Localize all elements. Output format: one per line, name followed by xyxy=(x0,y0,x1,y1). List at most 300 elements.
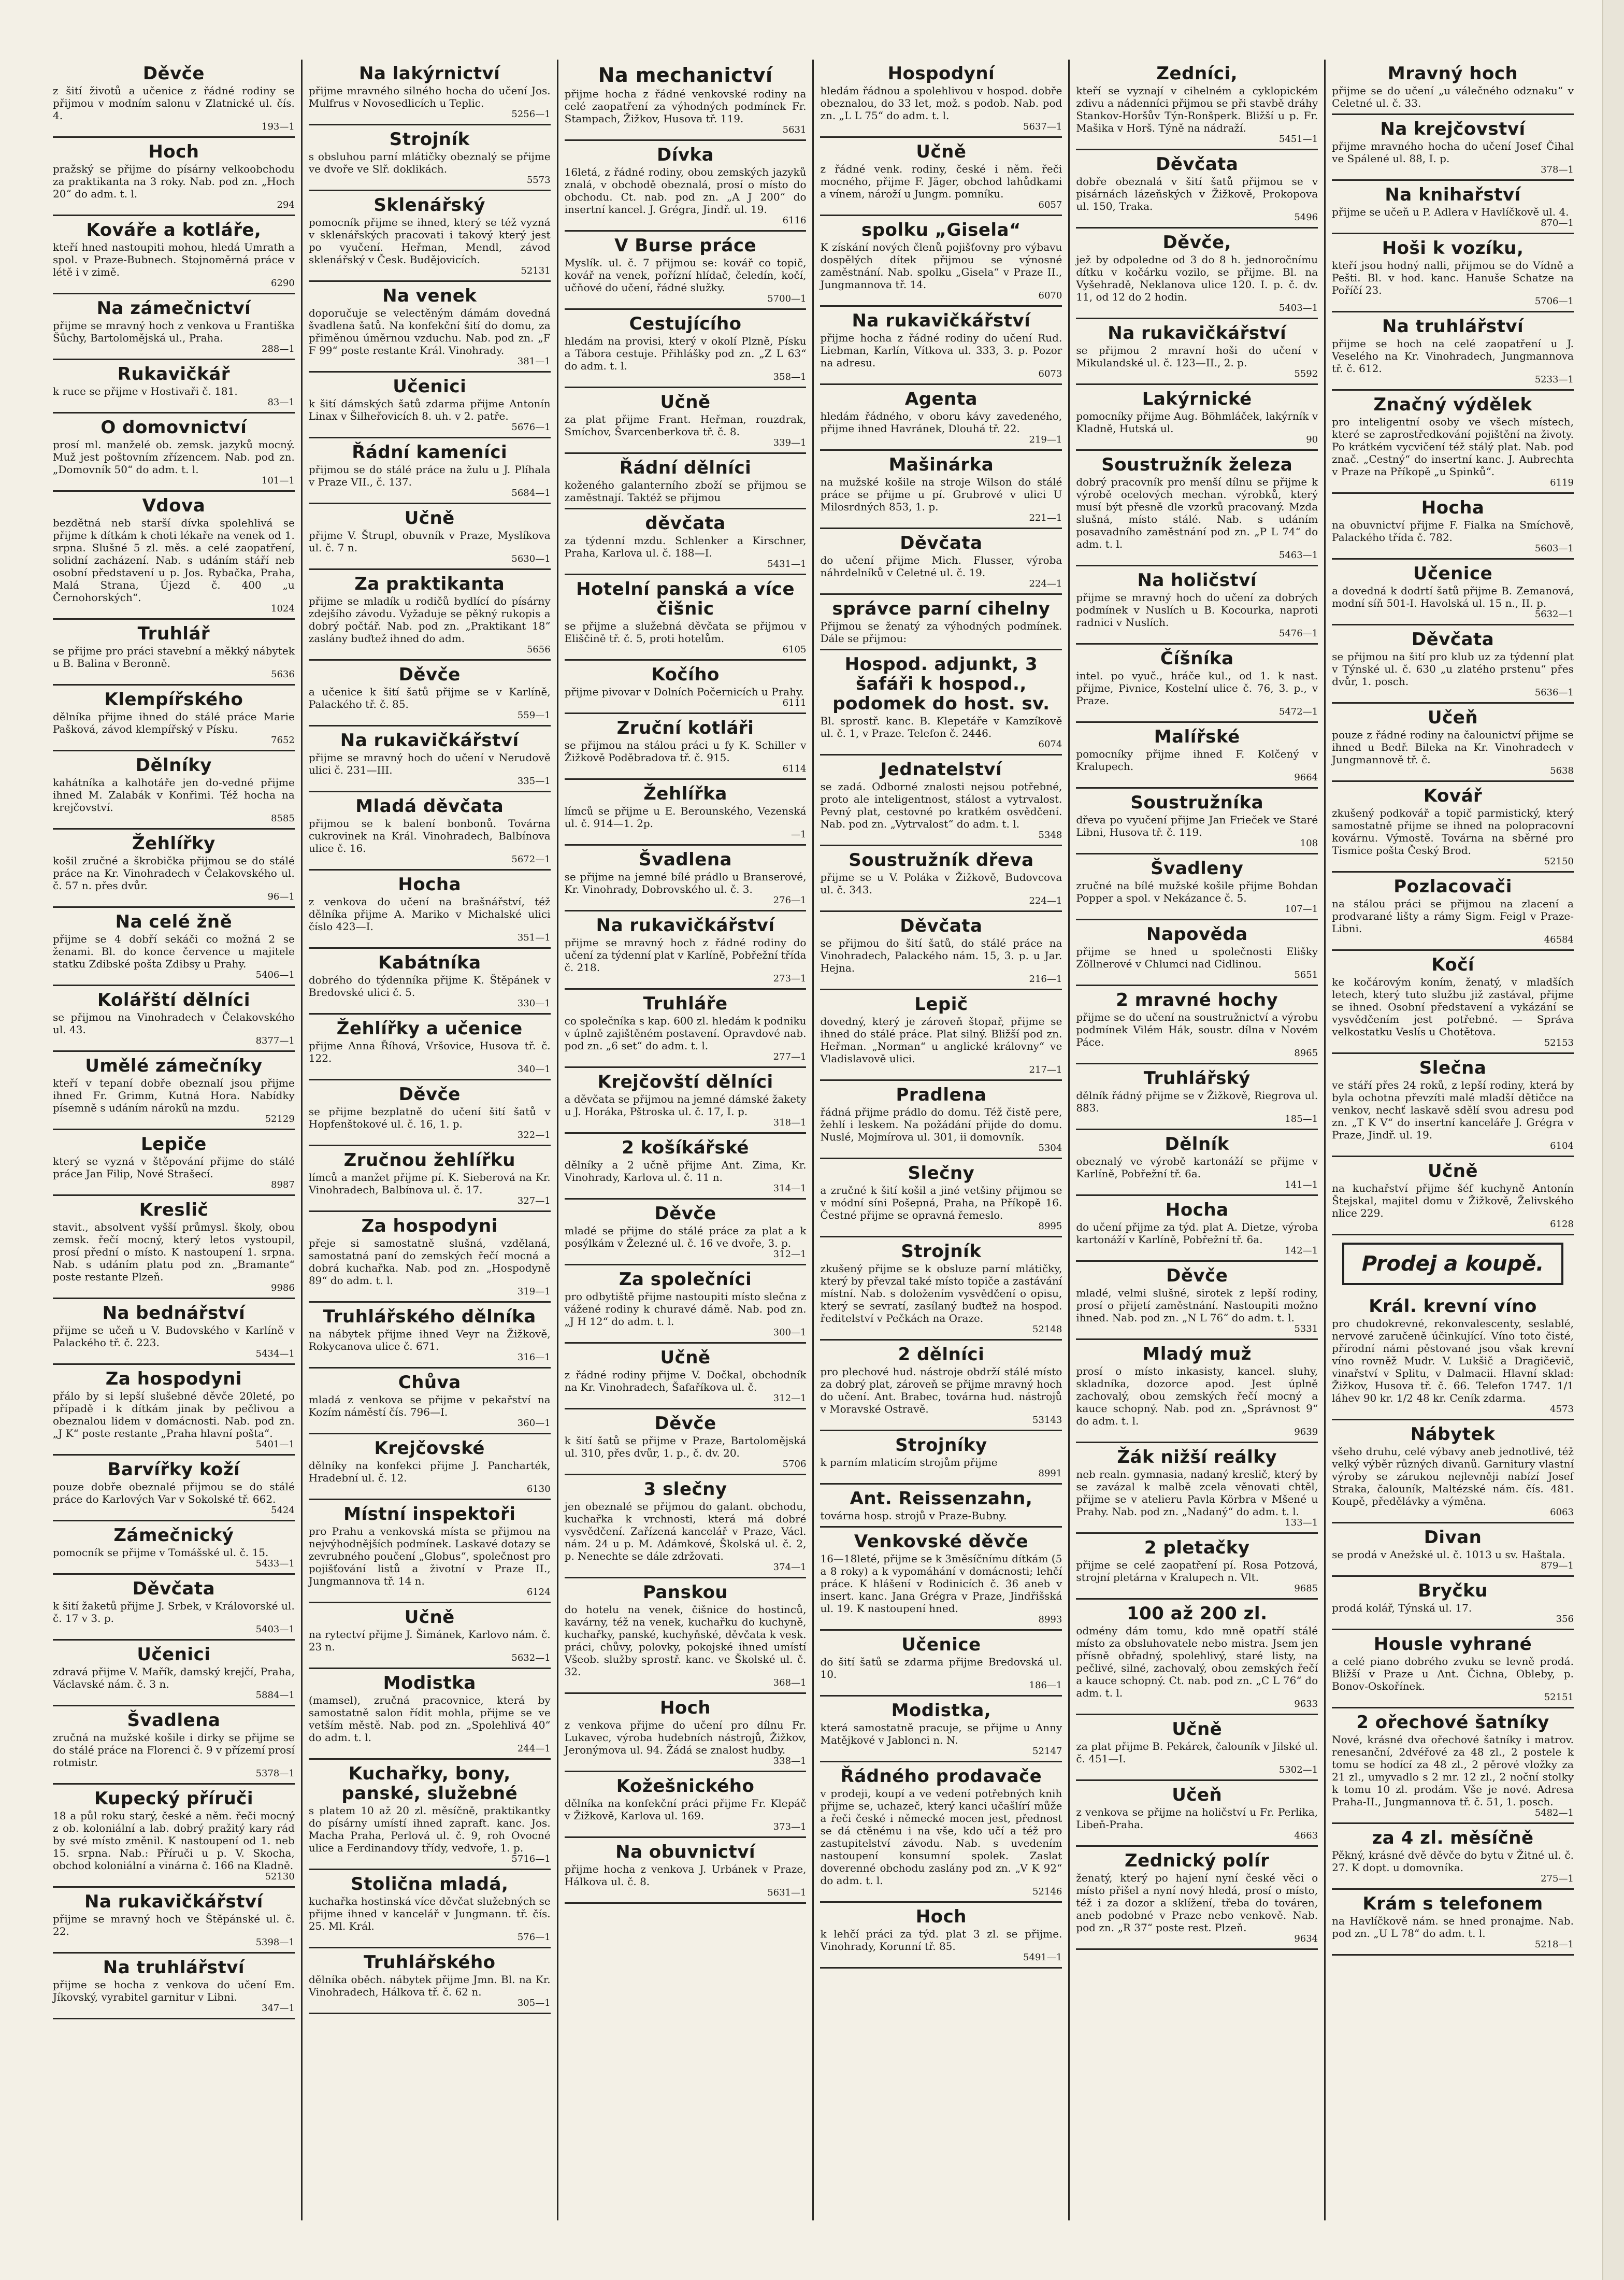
classified-ad xyxy=(1332,1054,1574,1157)
ad-body: prosí o místo inkasisty, kancel. sluhy, skladníka, dozorce apod. Jest úplně zachovalý, obou zemských řečí mocný a kauce schopný. Nab. pod zn. „Správnost 9“ do adm. t. l. xyxy=(1076,1365,1318,1427)
ad-number: 5603—1 xyxy=(1534,543,1574,554)
classified-ad xyxy=(309,1669,551,1760)
ad-heading: Žehlířka xyxy=(643,783,727,804)
ad-body: přijmou se k balení bonbonů. Továrna cukrovinek na Král. Vinohradech, Balbínova ulice č. 16. xyxy=(308,817,551,854)
classified-ad xyxy=(1332,391,1574,494)
ad-number: 5706—1 xyxy=(1534,296,1574,307)
classified-ad xyxy=(309,1369,551,1434)
ad-heading: Za hospodyni xyxy=(361,1216,498,1236)
ad-heading: Za společníci xyxy=(619,1269,752,1290)
ad-body: mladé, velmi slušné, sirotek z lepší rodiny, prosí o přijetí zaměstnání. Nastoupiti možno ihned. Nab. pod zn. „N L 76“ do adm. t. l. xyxy=(1076,1287,1318,1324)
ad-heading: Učně xyxy=(1428,1161,1478,1181)
classified-ad xyxy=(309,792,551,871)
ad-heading: Děvče xyxy=(398,1084,461,1105)
ad-body: do hotelu na venek, čišnice do hostinců, kavárny, též na venek, kuchařku do kuchyně, kuchařky, panské, kuchyňské, děvčata k vesk. práci, chůvy, polovky, pokojské ihned umístí Všeob. služby sprostř. kanc. ve Školské ul. č. 32. xyxy=(564,1603,807,1678)
ad-body: za plat přijme Frant. Heřman, rouzdrak, Smíchov, Švarcenberkova tř. č. 8. xyxy=(564,413,807,438)
ad-heading: Hocha xyxy=(398,874,462,895)
ad-heading: Učně xyxy=(404,1607,455,1628)
ad-heading: Slečna xyxy=(1419,1058,1487,1078)
ad-number: 4573 xyxy=(1550,1404,1574,1415)
ad-heading: Na truhlářství xyxy=(1382,316,1524,337)
ad-number: 273—1 xyxy=(773,973,807,984)
ad-body: ve stáří přes 24 roků, z lepší rodiny, která by byla ochotna převzíti malé mladší dětičce na venkov, nechť laskavě sdělí svou adresu pod zn. „T K V“ do insertní kanceláře J. Grégra v Praze, Jindř. ul. 19. xyxy=(1332,1079,1574,1141)
ad-number: 338—1 xyxy=(773,1756,807,1766)
ad-number: 9685 xyxy=(1294,1583,1318,1594)
ad-number: 5676—1 xyxy=(511,422,551,433)
ad-body: přijme se celé zaopatření pí. Rosa Potzová, strojní pletárna v Kralupech n. Vlt. xyxy=(1076,1559,1318,1584)
ad-heading: Děvčata xyxy=(132,1578,215,1599)
ad-body: k lehčí práci za týd. plat 3 zl. se přijme. Vinohrady, Korunní tř. 85. xyxy=(820,1928,1062,1953)
ad-number: 5463—1 xyxy=(1278,550,1318,561)
classified-ad xyxy=(309,871,551,949)
ad-body: k parním mlaticím strojům přijme xyxy=(820,1456,998,1469)
classified-ad xyxy=(1076,566,1318,645)
ad-number: 5348 xyxy=(1038,830,1062,840)
classified-ad xyxy=(309,191,551,282)
ad-heading: Kabátníka xyxy=(378,952,481,973)
classified-ad xyxy=(820,307,1062,385)
ad-heading: Hospodyní xyxy=(887,63,995,84)
ad-body: dobře obeznalá v šití šatů přijmou se v pisárnách lázeňských v Žižkově, Prokopova ul. 150, Traka. xyxy=(1076,175,1318,212)
ad-number: 5637—1 xyxy=(1023,121,1062,132)
ad-number: 217—1 xyxy=(1029,1064,1062,1075)
column-5 xyxy=(1070,60,1326,2220)
ad-heading: Venkovské děvče xyxy=(854,1531,1028,1552)
classified-ad xyxy=(1076,1196,1318,1262)
ad-heading: Housle vyhrané xyxy=(1373,1634,1532,1655)
ad-body: a zručné k šití košil a jiné vetšiny přijmou se v módní síni Pošepná, Praha, na Příkopě 16. Čestné přijme se opravná řemeslo. xyxy=(820,1184,1062,1221)
ad-number: 316—1 xyxy=(517,1352,551,1363)
classified-ad xyxy=(53,1196,295,1299)
ad-body: a děvčata se přijmou na jemné dámské žakety u J. Horáka, Pštroska ul. č. 17, I. p. xyxy=(564,1093,807,1118)
classified-ad xyxy=(53,216,295,294)
ad-body: s platem 10 až 20 zl. měsíčně, praktikantky do písárny umístí ihned zapraft. kanc. Jos. Macha Praha, Perlová ul. č. 9, roh Ovocné ulice a Ferdinandovy třídy, vedvoře, 1. p. xyxy=(308,1804,551,1854)
classified-ad xyxy=(1332,60,1574,115)
ad-number: 305—1 xyxy=(517,1998,551,2008)
ad-heading: Děvče, xyxy=(1162,232,1232,253)
ad-number: 6105 xyxy=(782,644,807,655)
ad-body: přijme se do učení na soustružnictví a výrobu podmínek Vilém Hák, soustr. dílna v Novém Páce. xyxy=(1076,1011,1318,1048)
classified-ad xyxy=(565,1772,807,1838)
ad-number: 322—1 xyxy=(517,1130,551,1141)
ad-body: která samostatně pracuje, se přijme u Anny Matějkové v Jablonci n. N. xyxy=(820,1721,1062,1746)
ad-heading: Kovář xyxy=(1423,786,1483,806)
ad-heading: Klempířského xyxy=(104,689,243,710)
classified-ad xyxy=(1076,1064,1318,1130)
ad-heading: Umělé zámečníky xyxy=(85,1056,263,1076)
ad-number: 5331 xyxy=(1294,1323,1318,1334)
ad-number: 5716—1 xyxy=(511,1854,551,1864)
ad-number: 318—1 xyxy=(773,1117,807,1128)
ad-heading: Cestujícího xyxy=(629,314,742,334)
classified-ad xyxy=(820,912,1062,990)
ad-heading: Krejčovští dělníci xyxy=(597,1072,773,1092)
ad-heading: Na knihařství xyxy=(1385,184,1521,205)
ad-heading: Žehlířky xyxy=(132,833,215,854)
classified-ad xyxy=(309,1434,551,1500)
classified-ad xyxy=(565,141,807,232)
ad-number: 9986 xyxy=(271,1282,295,1293)
classified-ad xyxy=(820,1159,1062,1237)
ad-number: 9634 xyxy=(1294,1933,1318,1944)
ad-body: mladé se přijme do stálé práce za plat a k posýlkám v Železné ul. č. 16 ve dvoře, 3. p. xyxy=(564,1224,807,1249)
ad-body: přijme hocha z řádné rodiny do učení Rud. Liebman, Karlín, Vítkova ul. 333, 3. p. Pozor na adresu. xyxy=(820,332,1062,369)
column-4 xyxy=(814,60,1070,2220)
ad-body: přijme mravného silného hocha do učení Jos. Mulfrus v Novosedlicích u Teplic. xyxy=(308,84,551,109)
classified-ad xyxy=(1076,645,1318,723)
ad-body: přijme se mravný hoch z venkova u Františka Šůchy, Bartolomějská ul., Praha. xyxy=(53,319,295,344)
classified-ad xyxy=(820,1697,1062,1762)
ad-body: se přijmou na šití pro klub uz za týdenní plat v Týnské ul. č. 630 „u zlatého prstenu“ přes dvůr, 1. posch. xyxy=(1332,650,1574,688)
ad-body: se přijme na jemné bílé prádlo u Branserové, Kr. Vinohrady, Dobrovského ul. č. 3. xyxy=(564,871,807,895)
ad-number: 6290 xyxy=(271,278,295,289)
ad-body: koženého galanterního zboží se přijmou se zaměstnají. Taktéž se přijmou xyxy=(564,479,807,504)
column-2 xyxy=(303,60,558,2220)
ad-body: ženatý, který po hajení nyní české věci o místo přišel a nyní nový hledá, prosí o místo, též i za dozor a sklížení, třeba do továren, aneb podobné v Praze nebo venkově. Nab. pod zn. „R 37“ poste rest. Plzeň. xyxy=(1076,1872,1318,1934)
ad-body: co společníka s kap. 600 zl. hledám k podniku v úplně zajištěném postavení. Opravdové nab. pod zn. „6 set“ do adm. t. l. xyxy=(564,1015,807,1052)
ad-heading: Kožešnického xyxy=(616,1776,755,1797)
classified-ads-page xyxy=(47,60,1580,2220)
ad-number: 141—1 xyxy=(1285,1179,1318,1190)
ad-body: bezdětná neb starší dívka spolehlivá se přijme k dítkám k choti lékaře na venek od 1. srpna. Slušné 5 zl. měs. a celé zaopatření, solidní zacházení. Nab. s udáním stáří neb osobní představení u p. Jos. Rybačka, Praha, Malá Strana, Újezd č. 400 „u Černohorských“. xyxy=(53,517,295,604)
ad-number: 5398—1 xyxy=(255,1937,295,1948)
classified-ad xyxy=(1332,494,1574,560)
classified-ad xyxy=(1076,986,1318,1064)
ad-body: (mamsel), zručná pracovnice, která by samostatně salon řídit mohla, přijme se ve vetším městě. Nab. pod zn. „Spolehlivá 40“ do adm. t. l. xyxy=(308,1694,551,1744)
ad-number: 347—1 xyxy=(262,2003,295,2014)
classified-ad xyxy=(53,1365,295,1456)
ad-number: 5433—1 xyxy=(255,1558,295,1569)
ad-heading: V Burse práce xyxy=(614,235,757,256)
ad-body: pouze dobře obeznalé přijmou se do stálé práce do Karlových Var v Sokolské tř. 662. xyxy=(53,1480,295,1505)
ad-heading: Děvčata xyxy=(1411,629,1494,650)
ad-number: 373—1 xyxy=(773,1821,807,1832)
ad-heading: Mravný hoch xyxy=(1387,63,1518,84)
ad-number: 5700—1 xyxy=(767,293,807,304)
ad-body: z venkova do učení na brašnářství, též dělníka přijme A. Mariko v Michalské ulici číslo 423—I. xyxy=(308,895,551,933)
ad-number: 244—1 xyxy=(517,1743,551,1754)
ad-heading: Truhláře xyxy=(643,993,728,1014)
ad-body: Bl. sprostř. kanc. B. Klepetáře v Kamzíkově ul. č. 1, v Praze. Telefon č. 2446. xyxy=(820,715,1062,739)
ad-heading: děvčata xyxy=(645,513,726,534)
ad-number: 5401—1 xyxy=(255,1439,295,1450)
classified-ad xyxy=(53,1706,295,1785)
ad-number: 5636 xyxy=(271,669,295,680)
ad-heading: Mladá děvčata xyxy=(355,796,504,817)
ad-heading: Švadlena xyxy=(639,849,732,870)
ad-number: 5638 xyxy=(1550,765,1574,776)
ad-number: 8993 xyxy=(1038,1614,1062,1625)
classified-ad xyxy=(820,1903,1062,1969)
ad-heading: O domovnictví xyxy=(100,417,247,438)
ad-body: odmény dám tomu, kdo mně opatří stálé místo za obsluhovatele nebo mistra. Jsem jen přísně obřadný, spolehlivý, staré listy, na pečlivé, silné, zachovalý, obou zemských řečí a kauce schopný. Ct. nab. pod zn. „C L 76“ do adm. t. l. xyxy=(1076,1624,1318,1699)
ad-heading: Napověda xyxy=(1146,924,1248,945)
classified-ad xyxy=(1332,1292,1574,1420)
ad-heading: Na rukavičkářství xyxy=(340,730,519,751)
classified-ad xyxy=(565,714,807,780)
ad-number: 374—1 xyxy=(773,1562,807,1573)
ad-heading: Dívka xyxy=(657,145,714,165)
classified-ad xyxy=(565,1068,807,1134)
classified-ad xyxy=(1332,1523,1574,1577)
classified-ad xyxy=(309,1948,551,2014)
ad-body: se přijme a služebná děvčata se přijmou v Eliščině tř. č. 5, proti hotelům. xyxy=(564,620,807,645)
ad-number: 1024 xyxy=(271,603,295,614)
classified-ad xyxy=(565,780,807,846)
ad-body: zručná na mužské košile i dirky se přijme se do stálé práce na Florenci č. 9 v přízemí prosí rotmistr. xyxy=(53,1731,295,1769)
classified-ad xyxy=(820,990,1062,1081)
classified-ad xyxy=(820,1237,1062,1341)
classified-ad xyxy=(565,1694,807,1772)
classified-ad xyxy=(1076,451,1318,566)
ad-body: přijme pivovar v Dolních Počernicích u Prahy. xyxy=(564,686,804,698)
ad-body: na obuvnictví přijme F. Fialka na Smíchově, Palackého třída č. 782. xyxy=(1332,519,1574,544)
ad-number: —1 xyxy=(791,829,807,840)
classified-ad xyxy=(820,1485,1062,1528)
classified-ad xyxy=(53,1052,295,1130)
ad-number: 96—1 xyxy=(267,891,295,902)
ad-heading: Kováře a kotláře, xyxy=(86,220,262,240)
ad-body: za plat přijme B. Pekárek, čalouník v Jilské ul. č. 451—I. xyxy=(1076,1740,1318,1765)
ad-body: Nové, krásné dva ořechové šatníky i matrov. renesanční, 2dvéřové za 48 zl., 2 postele k tomu se hodící za 48 zl., 2 pěrové vložky za 21 zl., umyvadlo s 2 mr. 12 zl., 2 noční stolky k tomu 10 zl. prodám. Vše je nové. Adresa Praha-II., Jungmannova tř. č. 51, 1. posch. xyxy=(1332,1733,1574,1808)
ad-heading: Sklenářský xyxy=(373,195,486,216)
ad-body: na rytectví přijme J. Šimánek, Karlovo nám. č. 23 n. xyxy=(308,1628,551,1653)
ad-body: límců a manžet přijme pí. K. Sieberová na Kr. Vinohradech, Balbínova ul. č. 17. xyxy=(308,1171,551,1196)
ad-body: pomocníky přijme ihned F. Kolčený v Kralupech. xyxy=(1076,748,1318,773)
ad-heading: Řádní dělníci xyxy=(619,458,752,478)
ad-heading: Na zámečnictví xyxy=(96,298,251,319)
ad-number: 83—1 xyxy=(267,397,295,408)
ad-heading: Učně xyxy=(1172,1719,1223,1740)
ad-body: všeho druhu, celé výbavy aneb jednotlivé, též velký výběr různých divanů. Garnitury vlastní výroby se zárukou nejlevněji nabízí Josef Straka, čalouník, Maltézské nám. čís. 481. Koupě, předělávky a výměna. xyxy=(1332,1445,1574,1507)
column-1 xyxy=(47,60,303,2220)
ad-body: dělníka oběch. nábytek přijme Jmn. Bl. na Kr. Vinohradech, Hálkova tř. č. 62 n. xyxy=(308,1973,551,1998)
ad-body: v prodeji, koupí a ve vedení potřebných knih přijme se, uchazeč, který kanci učašlírí může a řeči české i německé mocen jest, přednost se dá ctěnému i na vše, kdo učí a též pro zastupitelství závodu. Nab. s uvedením nastoupení konsumní spolek. Zaslat doverenné obchodu zaslány pod zn. „V K 92“ do adm. t. l. xyxy=(820,1787,1062,1887)
ad-heading: Malířské xyxy=(1154,726,1240,747)
ad-number: 300—1 xyxy=(773,1327,807,1338)
ad-number: 52150 xyxy=(1544,856,1574,867)
ad-body: hledám řádnou a spolehlivou v hospod. dobře obeznalou, do 33 let, mož. s podob. Nab. pod zn. „L L 75“ do adm. t. l. xyxy=(820,84,1062,122)
ad-heading: Švadleny xyxy=(1151,858,1244,879)
ad-number: 319—1 xyxy=(517,1286,551,1297)
ad-heading: Na celé žně xyxy=(115,911,233,932)
classified-ad xyxy=(53,1785,295,1888)
classified-ad xyxy=(1076,920,1318,986)
ad-heading: Agenta xyxy=(904,389,978,409)
ad-number: 5632—1 xyxy=(1534,609,1574,620)
ad-number: 5884—1 xyxy=(255,1690,295,1701)
ad-heading: Žák nižší reálky xyxy=(1117,1447,1277,1467)
ad-body: přijme se učeň u V. Budovského v Karlíně v Palackého tř. č. 223. xyxy=(53,1324,295,1349)
classified-ad xyxy=(820,138,1062,216)
ad-body: se zadá. Odborné znalosti nejsou potřebné, proto ale inteligentnost, stálost a vytrvalost. Pevný plat, cestovné po kratkém osvědčení. Nab. pod zn. „Vytrvalost“ do adm. t. l. xyxy=(820,780,1062,830)
ad-body: pro chudokrevné, rekonvalescenty, seslablé, nervové zaručeně účinkující. Víno toto čisté, přírodní námi pěstované jsou však krevní víno rovněž Mudr. V. Lukšič a Dragičevič, vinařství v Splitu, v Dalmacii. Hlavní sklad: Žižkov, Husova tř. č. 66. Telefon 1747. 1/1 láhev 90 kr. 1/2 48 kr. Ceník zdarma. xyxy=(1332,1317,1574,1404)
classified-ad xyxy=(1332,181,1574,234)
ad-body: přijme se mladík u rodičů bydlící do písárny zdejšího závodu. Vyžaduje se pěkný rukopis a dobrý počtář. Nab. pod zn. „Praktikant 18“ zaslány buďtež ihned do adm. xyxy=(308,595,551,645)
classified-ad xyxy=(53,1521,295,1575)
classified-ad xyxy=(1332,1890,1574,1956)
ad-number: 5630—1 xyxy=(511,553,551,564)
ad-number: 6070 xyxy=(1038,290,1062,301)
ad-number: 5672—1 xyxy=(511,854,551,865)
classified-ad xyxy=(53,1954,295,2019)
ad-body: z venkova přijme do učení pro dílnu Fr. Lukavec, výroba hudebních nástrojů, Žižkov, Jeronýmova ul. 94. Žádá se znalost hudby. xyxy=(564,1719,807,1756)
ad-body: zkušený podkovář a topič parmistický, který samostatně přijme se ihned na polopracovní kovárnu. Výmostě. Továrna na sběrné pro Tismice pošta Český Brod. xyxy=(1332,807,1574,857)
ad-number: 52146 xyxy=(1032,1886,1062,1897)
ad-body: hledám řádného, v oboru kávy zavedeného, přijme ihned Havránek, Dlouhá tř. 22. xyxy=(820,410,1062,435)
ad-body: prosí ml. manželé ob. zemsk. jazyků mocný. Muž jest poštovním zřízencem. Nab. pod zn. „Domovník 50“ do adm. t. l. xyxy=(53,438,295,476)
ad-heading: Hocha xyxy=(1165,1200,1229,1220)
ad-number: 5431—1 xyxy=(767,559,807,569)
classified-ad xyxy=(565,310,807,388)
ad-number: 5256—1 xyxy=(511,109,551,120)
classified-ad xyxy=(565,575,807,661)
ad-heading: Místní inspektoři xyxy=(343,1504,516,1524)
ad-heading: Nábytek xyxy=(1410,1424,1496,1445)
classified-ad xyxy=(565,846,807,911)
ad-body: se přijme pro práci stavební a měkký nábytek u B. Balina v Beronně. xyxy=(53,645,295,669)
ad-body: přijme se mravný hoch do učení za dobrých podmínek v Nuslích u B. Kocourka, naproti radnici v Nuslích. xyxy=(1076,591,1318,629)
ad-number: 5233—1 xyxy=(1534,374,1574,385)
classified-ad xyxy=(309,438,551,504)
classified-ad xyxy=(53,1299,295,1365)
ad-body: 18 a půl roku starý, české a něm. řeči mocný z ob. koloniální a lab. dobrý pražitý kary rád by své místo změnil. K nastoupení od 1. neb 15. srpna. Nab.: Příruči u p. V. Skocha, obchod koloniální a vinárna č. 166 na Kladně. xyxy=(53,1809,295,1872)
classified-ad xyxy=(53,138,295,216)
ad-body: 16letá, z řádné rodiny, obou zemských jazyků znalá, v obchodě obeznalá, prosí o místo do obchodu. Ct. nab. pod zn. „A J 200“ do insertní kancel. J. Grégra, Jindř. ul. 19. xyxy=(564,166,807,216)
ad-heading: Rukavičkář xyxy=(117,364,231,384)
ad-number: 8987 xyxy=(271,1179,295,1190)
ad-body: pomocníky přijme Aug. Böhmláček, lakýrník v Kladně, Hutská ul. xyxy=(1076,410,1318,435)
ad-number: 5651 xyxy=(1294,970,1318,980)
ad-heading: Dělník xyxy=(1165,1134,1229,1155)
ad-heading: Zručnou žehlířku xyxy=(343,1150,515,1171)
ad-heading: Řádného prodavače xyxy=(840,1766,1042,1787)
ad-heading: Učeň xyxy=(1428,707,1478,728)
classified-ad xyxy=(1076,229,1318,319)
ad-number: 133—1 xyxy=(1285,1517,1318,1528)
classified-ad xyxy=(565,1409,807,1475)
ad-heading: Zedníci, xyxy=(1156,63,1238,84)
ad-number: 5434—1 xyxy=(255,1348,295,1359)
ad-heading: Děvče xyxy=(1166,1265,1228,1286)
ad-body: z řádné venk. rodiny, české i něm. řeči mocného, přijme F. Jäger, obchod lahůdkami a vínem, nároží u Jungm. pomníku. xyxy=(820,163,1062,200)
ad-number: 6119 xyxy=(1550,477,1574,488)
classified-ad xyxy=(309,661,551,726)
ad-heading: Soustružníka xyxy=(1130,792,1264,813)
classified-ad xyxy=(309,1760,551,1870)
ad-body: k šití žaketů přijme J. Srbek, v Královorské ul. č. 17 v 3. p. xyxy=(53,1600,295,1624)
ad-heading: Soustružník železa xyxy=(1101,454,1293,475)
ad-heading: Za hospodyni xyxy=(105,1369,242,1389)
ad-number: 5218—1 xyxy=(1534,1939,1574,1950)
classified-ad xyxy=(820,1528,1062,1631)
ad-heading: Divan xyxy=(1424,1527,1482,1548)
ad-body: Myslík. ul. č. 7 přijmou se: kovář co topič, kovář na venek, pořízní hlídač, čeledín, kočí, učňové do učení, řádné služky. xyxy=(564,256,807,294)
ad-number: 52153 xyxy=(1544,1037,1574,1048)
ad-body: přijme se učeň u P. Adlera v Havlíčkově ul. 4. xyxy=(1332,206,1569,218)
ad-body: přijme Anna Říhová, Vršovice, Husova tř. č. 122. xyxy=(308,1039,551,1064)
ad-heading: Na rukavičkářství xyxy=(596,915,775,936)
ad-body: zručné na bílé mužské košile přijme Bohdan Popper a spol. v Nekázance č. 5. xyxy=(1076,879,1318,904)
ad-heading: Hoch xyxy=(915,1906,967,1927)
ad-body: na nábytek přijme ihned Veyr na Žižkově, Rokycanova ulice č. 671. xyxy=(308,1328,551,1352)
ad-number: 193—1 xyxy=(262,121,295,132)
column-3 xyxy=(558,60,814,2220)
ad-heading: Za praktikanta xyxy=(354,574,505,594)
ad-heading: Hocha xyxy=(1421,497,1485,518)
ad-heading: Krám s telefonem xyxy=(1362,1893,1543,1914)
ad-heading: Hoch xyxy=(148,141,199,162)
ad-heading: Panskou xyxy=(642,1582,728,1603)
ad-number: 90 xyxy=(1306,434,1318,445)
classified-ad xyxy=(53,686,295,751)
ad-number: 5706 xyxy=(782,1459,807,1470)
ad-number: 5406—1 xyxy=(255,970,295,980)
ad-body: Přijmou se ženatý za výhodných podmínek. Dále se přijmou: xyxy=(820,620,1062,645)
ad-heading: Na truhlářství xyxy=(103,1957,245,1978)
ad-body: a dovedná k dodrtí šatů přijme B. Zemanová, modní síň 501-I. Havolská ul. 15 n., II. p. xyxy=(1332,585,1574,609)
ad-heading: Hoši k vozíku, xyxy=(1382,238,1524,259)
ad-number: 5656 xyxy=(526,644,551,655)
ad-number: 221—1 xyxy=(1029,512,1062,523)
classified-ad xyxy=(53,360,295,414)
ad-heading: 2 pletačky xyxy=(1144,1537,1250,1558)
classified-ad xyxy=(53,1130,295,1196)
classified-ad xyxy=(820,60,1062,138)
ad-body: kteří jsou hodný nalli, přijmou se do Vídně a Pešti. Bl. v hod. kanc. Hanuše Schatze na Poříčí 23. xyxy=(1332,259,1574,296)
ad-number: 5403—1 xyxy=(1278,303,1318,314)
ad-heading: 2 košíkářské xyxy=(622,1137,749,1158)
ad-heading: Pozlacovači xyxy=(1393,876,1512,897)
classified-ad xyxy=(1076,150,1318,229)
ad-body: pro plechové hud. nástroje obdrží stálé místo za dobrý plat, zároveň se přijme mravný hoch do učení. Ant. Brabec, továrna hud. nástrojů v Moravské Ostravě. xyxy=(820,1365,1062,1415)
classified-ad xyxy=(53,1641,295,1706)
ad-number: 6073 xyxy=(1038,368,1062,379)
classified-ad xyxy=(820,595,1062,650)
ad-body: z venkova se přijme na holičství u Fr. Perlika, Libeň-Praha. xyxy=(1076,1806,1318,1831)
ad-body: dělníka přijme ihned do stálé práce Marie Pašková, závod klempířský v Písku. xyxy=(53,710,295,735)
ad-heading: Pradlena xyxy=(896,1085,987,1105)
ad-number: 5476—1 xyxy=(1278,628,1318,639)
classified-ad xyxy=(565,509,807,575)
classified-ad xyxy=(1332,560,1574,625)
classified-ad xyxy=(820,529,1062,595)
ad-heading: Učně xyxy=(916,141,967,162)
ad-body: dělník řádný přijme se v Žižkově, Riegrova ul. 883. xyxy=(1076,1089,1318,1114)
classified-ad xyxy=(1332,625,1574,704)
ad-heading: Kreslič xyxy=(139,1200,209,1220)
ad-number: 6116 xyxy=(782,215,807,226)
classified-ad xyxy=(1332,1157,1574,1235)
classified-ad xyxy=(53,751,295,830)
ad-heading: Děvčata xyxy=(900,533,983,553)
ad-body: neb realn. gymnasia, nadaný kreslič, který by se zavázal k malbě zcela věnovati chtěl, přijme se v atelieru Pavla Körbra v Mšené u Prahy. Nab. pod zn. „Nadaný“ do adm. t. l. xyxy=(1076,1468,1318,1518)
ad-heading: Učenice xyxy=(901,1634,981,1655)
ad-body: do učení přijme za týd. plat A. Dietze, výroba kartonáží v Karlíně, Pobřežní tř. 6a. xyxy=(1076,1221,1318,1246)
ad-number: 559—1 xyxy=(517,710,551,721)
ad-number: 5491—1 xyxy=(1023,1952,1062,1963)
ad-body: se prodá v Anežské ul. č. 1013 u sv. Haštala. xyxy=(1332,1548,1565,1561)
ad-heading: 2 ořechové šatníky xyxy=(1356,1712,1549,1733)
ad-heading: Učeň xyxy=(1172,1785,1223,1805)
ad-body: dovedný, který je zároveň štopař, přijme se ihned do stálé práce. Plat silný. Bližší pod zn. Heřman. „Norman“ u anglické královny“ ve Vladislavově ulici. xyxy=(820,1015,1062,1065)
classified-ad xyxy=(565,1265,807,1344)
ad-heading: Hotelní panská a více čišnic xyxy=(576,579,795,619)
ad-number: 6063 xyxy=(1550,1507,1574,1518)
classified-ad xyxy=(565,60,807,141)
ad-heading: Strojník xyxy=(389,129,470,150)
ad-number: 276—1 xyxy=(773,895,807,906)
